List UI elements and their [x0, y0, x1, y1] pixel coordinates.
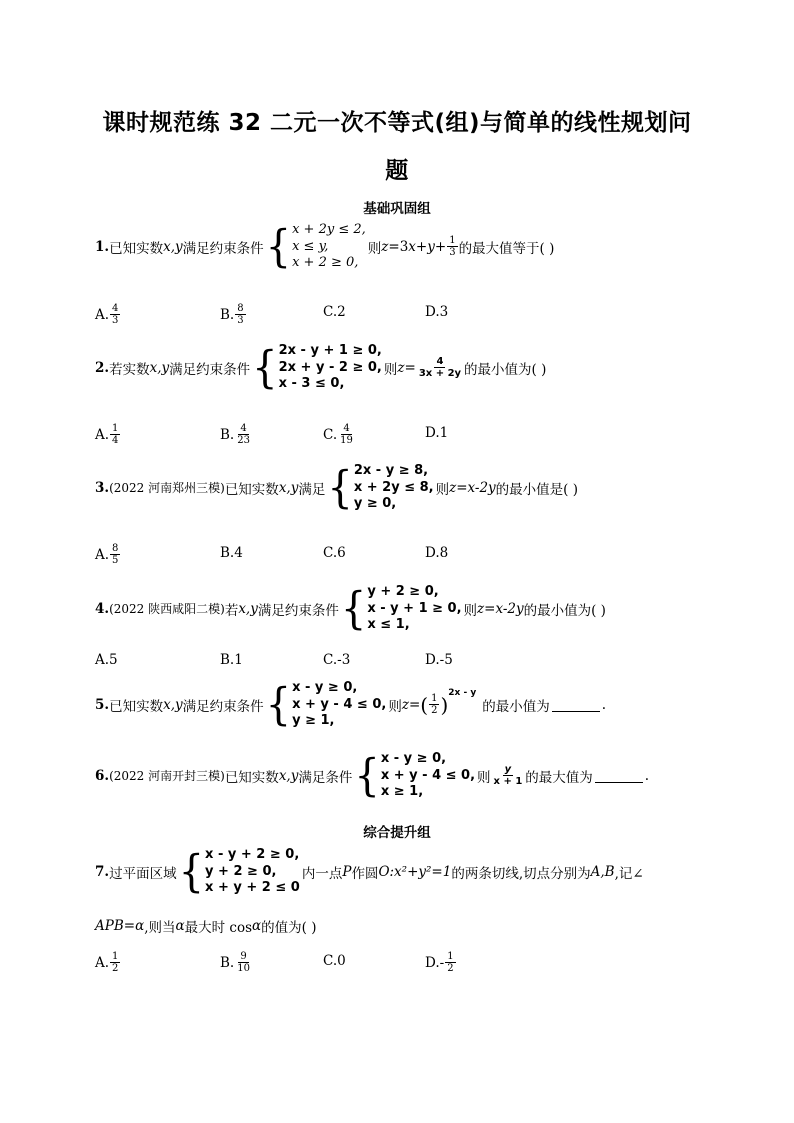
constraint: y ≥ 0,: [353, 496, 397, 511]
choice-label: A.: [95, 652, 110, 668]
question-2: [95, 343, 546, 393]
choice-text: 2: [337, 304, 346, 320]
constraint: y + 2 ≥ 0,: [205, 863, 277, 879]
constraint: y ≥ 1,: [292, 713, 335, 728]
q2-choice-c: [323, 423, 356, 446]
q2-z: z: [397, 359, 405, 376]
question-number: 4.: [95, 600, 110, 617]
q2-fraction: [417, 356, 463, 379]
brace-glyph: {: [327, 462, 353, 514]
q7-text: ,记∠: [614, 865, 644, 882]
q5-text: 则: [388, 698, 402, 715]
denominator: 3x + 2y: [418, 368, 462, 380]
choice-label: B.: [220, 426, 235, 443]
denominator: 23: [237, 435, 250, 446]
q5-period: .: [601, 696, 606, 713]
q5-text-end: 的最小值为: [482, 698, 550, 715]
numerator: 4: [343, 423, 350, 434]
q3-text-end: 的最小值是( ): [495, 481, 578, 498]
choice-label: C.: [323, 426, 338, 443]
numerator: 8: [112, 543, 119, 554]
numerator: 8: [237, 303, 244, 314]
q1-text-mid: 满足约束条件: [182, 240, 264, 257]
choice-text: 1: [234, 652, 243, 668]
choice-label: B.: [220, 306, 235, 323]
q2-text-pre: 若实数: [109, 361, 150, 378]
constraint: y + 2 ≥ 0,: [367, 584, 439, 599]
q6-source: (2022 河南开封三模): [109, 769, 225, 784]
choice-text: -3: [337, 652, 351, 668]
q2-eq: =: [404, 359, 416, 376]
q7-ab: A,B: [590, 863, 615, 880]
q1-z: z: [381, 238, 389, 255]
choice-label: D.: [425, 954, 440, 971]
q3-vars: x,y: [278, 479, 299, 496]
q4-text-pre: 若: [224, 602, 239, 619]
q7-angle: APB=α: [95, 918, 145, 934]
q7-point: P: [342, 863, 352, 880]
denominator: 19: [340, 435, 353, 446]
q2-text: 则: [383, 361, 398, 378]
q1-choice-b: [220, 303, 247, 326]
q5-text-mid: 满足约束条件: [182, 698, 264, 715]
brace-glyph: {: [252, 342, 278, 394]
choice-label: C.: [323, 545, 338, 561]
q6-text-pre: 已知实数: [224, 769, 279, 786]
choice-label: B.: [220, 954, 235, 971]
choice-text: 0: [337, 953, 346, 969]
q4-choice-d: [425, 652, 453, 668]
q1-choice-a: [95, 303, 121, 326]
q6-vars: x,y: [278, 767, 299, 784]
question-number: 1.: [95, 238, 110, 255]
constraint: x + y - 4 ≤ 0,: [380, 767, 476, 783]
q2-choice-b: [220, 423, 253, 446]
constraint: x + y - 4 ≤ 0,: [292, 696, 387, 712]
q7-text-end: 的值为( ): [261, 920, 317, 936]
left-paren: (: [420, 692, 429, 717]
choice-label: B.: [220, 652, 235, 668]
page-title: 课时规范练 32 二元一次不等式(组)与简单的线性规划问: [102, 110, 692, 136]
q7-choice-c: [323, 953, 346, 969]
q2-choice-a: [95, 423, 121, 446]
q1-text-pre: 已知实数: [109, 240, 164, 257]
question-number: 2.: [95, 359, 110, 376]
q4-source: (2022 陕西咸阳二模): [109, 602, 225, 617]
constraint: 2x - y ≥ 8,: [353, 463, 429, 478]
constraint: x - y + 2 ≥ 0,: [205, 847, 300, 862]
q1-vars: x,y: [163, 238, 183, 255]
choice-label: D.: [425, 652, 440, 668]
right-paren: ): [440, 692, 449, 717]
choice-label: B.: [220, 545, 235, 561]
choice-label: C.: [323, 304, 338, 320]
denominator: 2: [431, 705, 438, 717]
q6-period: .: [644, 767, 650, 784]
brace-glyph: {: [265, 221, 292, 273]
constraint: 2x + y - 2 ≥ 0,: [278, 359, 382, 375]
q1-x: x: [408, 238, 416, 255]
q5-eq: =: [408, 696, 421, 713]
q7-choice-b: [220, 951, 253, 974]
denominator: 2: [112, 963, 119, 974]
q1-constraint-system: [266, 222, 366, 272]
q6-constraint-system: [354, 751, 475, 801]
q1-text: 则: [367, 240, 382, 257]
constraint: x - 3 ≤ 0,: [278, 376, 345, 391]
denominator: 2: [447, 963, 454, 974]
question-4: [95, 584, 606, 634]
section-basic: 基础巩固组: [363, 201, 431, 217]
choice-label: A.: [95, 306, 110, 323]
choice-label: A.: [95, 546, 110, 563]
q6-text-mid: 满足条件: [298, 769, 353, 786]
constraint: x + y + 2 ≤ 0: [205, 880, 300, 895]
question-number: 7.: [95, 863, 110, 880]
q6-fraction: [492, 764, 525, 787]
choice-text: 6: [337, 545, 346, 561]
q1-text-end: 的最大值等于( ): [458, 240, 555, 257]
choice-text: 4: [234, 545, 243, 561]
brace-glyph: {: [178, 846, 205, 898]
denominator: x + 1: [493, 776, 523, 788]
numerator: 4: [112, 303, 119, 314]
denominator: 10: [237, 963, 250, 974]
q2-text-end: 的最小值为( ): [464, 361, 547, 378]
constraint: 2x - y + 1 ≥ 0,: [278, 343, 382, 358]
q3-source: (2022 河南郑州三模): [109, 481, 225, 496]
q4-vars: x,y: [238, 600, 258, 617]
q6-text: 则: [477, 769, 491, 786]
choice-text: 8: [439, 545, 449, 561]
choice-label: D.: [425, 545, 440, 561]
q1-plus: +: [415, 238, 428, 255]
q2-text-mid: 满足约束条件: [169, 361, 251, 378]
choice-label: A.: [95, 954, 110, 971]
answer-blank[interactable]: [552, 697, 600, 712]
constraint: x - y ≥ 0,: [292, 680, 358, 695]
q5-fraction: [429, 693, 439, 716]
numerator: 1: [112, 423, 119, 434]
q1-fraction: [447, 235, 457, 258]
q7-text-pre: 过平面区域: [109, 865, 177, 882]
q4-choice-c: [323, 652, 350, 668]
answer-blank[interactable]: [595, 768, 643, 783]
q4-choice-a: [95, 652, 118, 668]
q7-choice-a: [95, 951, 121, 974]
q5-z: z: [401, 696, 409, 713]
choice-label: D.: [425, 304, 440, 320]
q3-choice-d: [425, 545, 448, 561]
numerator: 1: [112, 951, 119, 962]
q3-text-pre: 已知实数: [224, 481, 279, 498]
question-3: [95, 463, 578, 513]
q4-expr: z=x-2y: [477, 600, 524, 617]
q2-choice-d: [425, 425, 448, 441]
page-title-continued: 题: [385, 158, 409, 184]
constraint: x - y ≥ 0,: [380, 751, 447, 766]
q1-y: y: [427, 238, 435, 255]
denominator: 3: [112, 315, 119, 326]
q7-text: 最大时 cos: [184, 920, 253, 936]
brace-glyph: {: [340, 583, 367, 635]
choice-label: D.: [425, 425, 440, 441]
q1-choice-d: [425, 304, 448, 320]
q7-circle: O:x²+y²=1: [378, 863, 452, 880]
question-number: 3.: [95, 479, 110, 496]
q1-choice-c: [323, 304, 346, 320]
q7-constraint-system: [179, 847, 300, 897]
constraint: x + 2y ≤ 8,: [353, 479, 434, 495]
q3-choice-c: [323, 545, 346, 561]
q4-text-mid: 满足约束条件: [257, 602, 339, 619]
q4-text-end: 的最小值为( ): [523, 602, 606, 619]
question-6: [95, 751, 649, 801]
choice-text: 1: [439, 425, 449, 441]
q7-alpha: α: [252, 918, 262, 934]
brace-glyph: {: [265, 679, 292, 731]
choice-label: A.: [95, 426, 110, 443]
q7-alpha: α: [175, 918, 185, 934]
q2-vars: x,y: [149, 359, 170, 376]
q3-text: 则: [435, 481, 450, 498]
constraint: x ≤ 1,: [367, 617, 410, 632]
question-number: 6.: [95, 767, 110, 784]
constraint: x + 2 ≥ 0,: [292, 255, 359, 270]
q1-plus2: +: [434, 238, 447, 255]
q7-text: 作圆: [351, 865, 379, 882]
numerator: 1: [431, 693, 438, 705]
numerator: 1: [449, 235, 456, 247]
denominator: 3: [237, 315, 244, 326]
q5-exponent: 2x - y: [448, 687, 477, 698]
numerator: 1: [447, 951, 454, 962]
denominator: 3: [449, 247, 456, 259]
q3-constraint-system: [327, 463, 433, 513]
choice-text: -5: [439, 652, 453, 668]
q4-constraint-system: [341, 584, 462, 634]
q7-text: ,则当: [144, 920, 176, 936]
numerator: 4: [436, 356, 444, 368]
choice-text: 5: [109, 652, 118, 668]
q3-choice-b: [220, 545, 243, 561]
choice-label: C.: [323, 953, 338, 969]
constraint: x ≥ 1,: [380, 784, 424, 799]
constraint: x ≤ y,: [292, 238, 329, 254]
constraint: x - y + 1 ≥ 0,: [367, 600, 462, 616]
numerator: 4: [240, 423, 247, 434]
question-7-line2: [95, 916, 316, 936]
q2-constraint-system: [252, 343, 382, 393]
choice-label: C.: [323, 652, 338, 668]
q7-choice-d: [425, 951, 457, 974]
q5-vars: x,y: [163, 696, 183, 713]
q3-choice-a: [95, 543, 121, 566]
brace-glyph: {: [354, 750, 380, 802]
question-5: [95, 680, 606, 730]
q7-text: 的两条切线,切点分别为: [451, 865, 591, 882]
constraint: x + 2y ≤ 2,: [292, 222, 366, 237]
q3-expr: z=x-2y: [449, 479, 496, 496]
question-number: 5.: [95, 696, 110, 713]
numerator: y: [504, 764, 512, 776]
choice-sign: -: [439, 954, 445, 971]
q4-text: 则: [463, 602, 478, 619]
choice-text: 3: [439, 304, 449, 320]
denominator: 4: [112, 435, 119, 446]
q7-text-mid: 内一点: [301, 865, 343, 882]
numerator: 9: [240, 951, 247, 962]
q4-choice-b: [220, 652, 243, 668]
question-7: [95, 847, 644, 897]
section-advanced: 综合提升组: [363, 825, 431, 841]
q5-constraint-system: [266, 680, 387, 730]
q5-text-pre: 已知实数: [109, 698, 164, 715]
q1-text: =3: [388, 238, 409, 255]
denominator: 5: [112, 555, 119, 566]
question-1: [95, 222, 554, 272]
q6-text-end: 的最大值为: [525, 769, 593, 786]
q3-text-mid: 满足: [298, 481, 326, 498]
